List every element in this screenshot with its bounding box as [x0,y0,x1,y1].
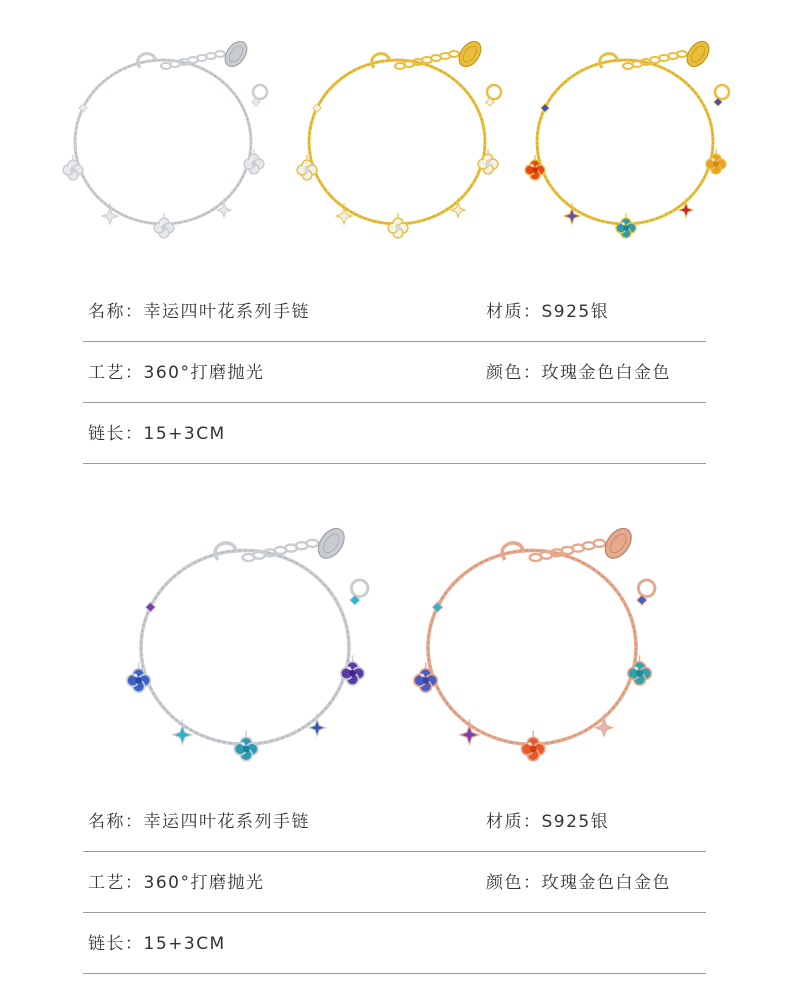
star-charm [596,714,613,736]
clover-charm [616,213,636,238]
spec-row [83,341,706,403]
clover-charm [234,731,257,761]
star-charm [173,719,192,744]
spec-row [83,402,706,464]
clover-charm [297,155,317,180]
chain [309,60,485,224]
jump-ring [715,85,729,99]
bracelet-gold-multicolor-image [510,30,740,250]
jump-ring [351,580,368,597]
spec-color: 颜色：玫瑰金色白金色 [486,873,671,893]
star-charm [336,203,352,224]
star-charm [217,198,231,217]
spec-material: 材质：S925银 [486,302,610,322]
bracelet-silver-clear-image [48,30,278,250]
bracelet-gold-clear-image [282,30,512,250]
star-charm [679,198,693,217]
clover-charm [154,213,174,238]
bracelet-silver-multicolor-image [95,515,395,775]
spec-craft: 工艺：360°打磨抛光 [88,363,265,383]
spec-color: 颜色：玫瑰金色白金色 [486,363,671,383]
clover-charm [521,731,544,761]
clover-charm [127,662,150,692]
clover-charm [388,213,408,238]
bracelet-rose-multicolor-image [382,515,682,775]
spec-row [83,280,706,342]
jump-ring [487,85,501,99]
star-charm [309,714,326,736]
jump-ring [253,85,267,99]
spec-name: 名称：幸运四叶花系列手链 [88,302,310,322]
spec-name: 名称：幸运四叶花系列手链 [88,812,310,832]
star-charm [564,203,580,224]
star-charm [460,719,479,744]
spec-row [83,912,706,974]
spec-material: 材质：S925银 [486,812,610,832]
spec-row [83,790,706,852]
spec-length: 链长：15+3CM [88,934,226,954]
spec-craft: 工艺：360°打磨抛光 [88,873,265,893]
star-charm [451,198,465,217]
spec-row [83,851,706,913]
chain [428,550,636,744]
clover-charm [525,155,545,180]
clover-charm [63,155,83,180]
star-charm [102,203,118,224]
jump-ring [638,580,655,597]
clover-charm [414,662,437,692]
chain [141,550,349,744]
chain [537,60,713,224]
spec-length: 链长：15+3CM [88,424,226,444]
chain [75,60,251,224]
